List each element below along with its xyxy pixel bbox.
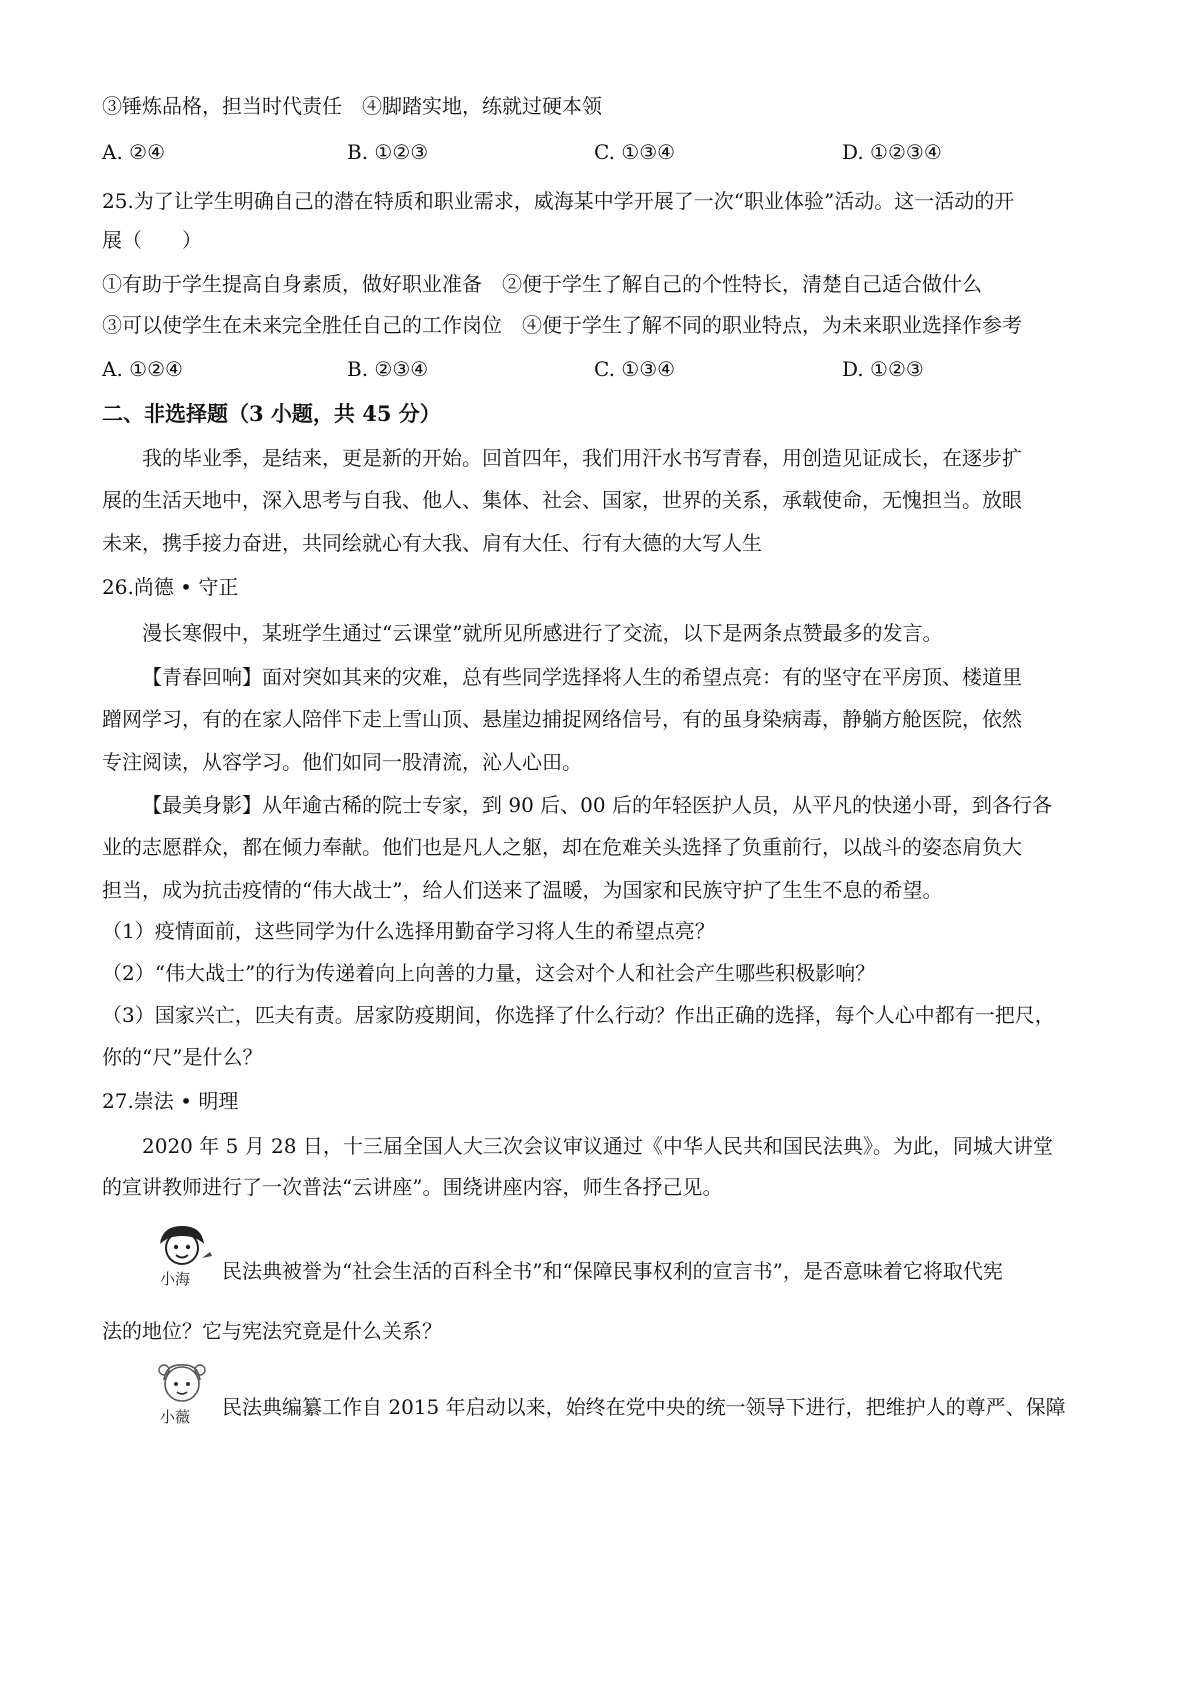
q26-p1-line3: 专注阅读，从容学习。他们如同一股清流，沁人心田。 — [102, 750, 582, 774]
xiaohai-avatar — [152, 1222, 216, 1288]
boy-cartoon-icon — [152, 1222, 216, 1270]
q25-stem-line2: 展（ ） — [102, 228, 202, 252]
xiaohai-speech-line1: 民法典被誉为“社会生活的百科全书”和“保障民事权利的宣言书”，是否意味着它将取代宪 — [222, 1259, 1003, 1283]
girl-cartoon-icon — [152, 1360, 216, 1408]
q26-p1-line2: 蹭网学习，有的在家人陪伴下走上雪山顶、悬崖边捕捉网络信号，有的虽身染病毒，静躺方舱医院，依然 — [102, 707, 1022, 731]
q24-option-c: C. ①③④ — [594, 140, 676, 164]
q26-p2-line3: 担当，成为抗击疫情的“伟大战士”，给人们送来了温暖，为国家和民族守护了生生不息的希望。 — [102, 878, 943, 902]
xiaohai-caption: 小海 — [160, 1270, 191, 1288]
q27-title: 27.崇法 • 明理 — [102, 1089, 239, 1113]
q26-p2-line1: 【最美身影】从年逾古稀的院士专家，到 90 后、00 后的年轻医护人员，从平凡的快递小哥，到各行各 — [142, 793, 1052, 817]
q27-intro-line2: 的宣讲教师进行了一次普法“云讲座”。围绕讲座内容，师生各抒己见。 — [102, 1175, 723, 1199]
q25-statements-line1: ①有助于学生提高自身素质，做好职业准备 ②便于学生了解自己的个性特长，清楚自己适合做什么 — [102, 272, 982, 296]
q26-sub3-line2: 你的“尺”是什么？ — [102, 1045, 263, 1069]
q26-sub2: （2）“伟大战士”的行为传递着向上向善的力量，这会对个人和社会产生哪些积极影响？ — [102, 961, 876, 985]
q25-options — [102, 354, 1102, 384]
q24-option-d: D. ①②③④ — [842, 140, 942, 164]
section2-heading: 二、非选择题（3 小题，共 45 分） — [102, 401, 441, 426]
q27-intro-line1: 2020 年 5 月 28 日，十三届全国人大三次会议审议通过《中华人民共和国民法典》。为此，同城大讲堂 — [142, 1134, 1053, 1158]
q25-option-d: D. ①②③ — [842, 357, 924, 381]
q24-statements: ③锤炼品格，担当时代责任 ④脚踏实地，练就过硬本领 — [102, 94, 602, 118]
q26-sub1: （1）疫情面前，这些同学为什么选择用勤奋学习将人生的希望点亮？ — [102, 919, 715, 943]
q24-options — [102, 137, 1102, 167]
xiaowei-speech-line1: 民法典编纂工作自 2015 年启动以来，始终在党中央的统一领导下进行，把维护人的尊严、保障 — [222, 1395, 1066, 1419]
q26-intro: 漫长寒假中，某班学生通过“云课堂”就所见所感进行了交流，以下是两条点赞最多的发言。 — [142, 621, 943, 645]
xiaowei-caption: 小薇 — [160, 1408, 191, 1426]
q26-p2-line2: 业的志愿群众，都在倾力奉献。他们也是凡人之躯，却在危难关头选择了负重前行，以战斗的姿态肩负大 — [102, 835, 1022, 859]
q25-option-a: A. ①②④ — [102, 357, 183, 381]
q25-option-c: C. ①③④ — [594, 357, 676, 381]
xiaowei-avatar — [152, 1360, 216, 1426]
q25-statements-line2: ③可以使学生在未来完全胜任自己的工作岗位 ④便于学生了解不同的职业特点，为未来职业选择作参考 — [102, 313, 1022, 337]
q24-option-a: A. ②④ — [102, 140, 166, 164]
q26-sub3-line1: （3）国家兴亡，匹夫有责。居家防疫期间，你选择了什么行动？作出正确的选择，每个人心中都有一把尺， — [102, 1003, 1055, 1027]
section2-intro-line3: 未来，携手接力奋进，共同绘就心有大我、肩有大任、行有大德的大写人生 — [102, 531, 762, 555]
xiaohai-speech-line2: 法的地位？它与宪法究竟是什么关系？ — [102, 1319, 442, 1343]
q26-title: 26.尚德 • 守正 — [102, 575, 239, 599]
section2-intro-line2: 展的生活天地中，深入思考与自我、他人、集体、社会、国家，世界的关系，承载使命，无愧担当。放眼 — [102, 488, 1022, 512]
q25-stem-line1: 25.为了让学生明确自己的潜在特质和职业需求，威海某中学开展了一次“职业体验”活动。这一活动的开 — [102, 189, 1015, 213]
section2-intro-line1: 我的毕业季，是结来，更是新的开始。回首四年，我们用汗水书写青春，用创造见证成长，在逐步扩 — [142, 446, 1022, 470]
q26-p1-line1: 【青春回响】面对突如其来的灾难，总有些同学选择将人生的希望点亮：有的坚守在平房顶、楼道里 — [142, 665, 1022, 689]
q25-option-b: B. ②③④ — [347, 357, 429, 381]
q24-option-b: B. ①②③ — [347, 140, 429, 164]
